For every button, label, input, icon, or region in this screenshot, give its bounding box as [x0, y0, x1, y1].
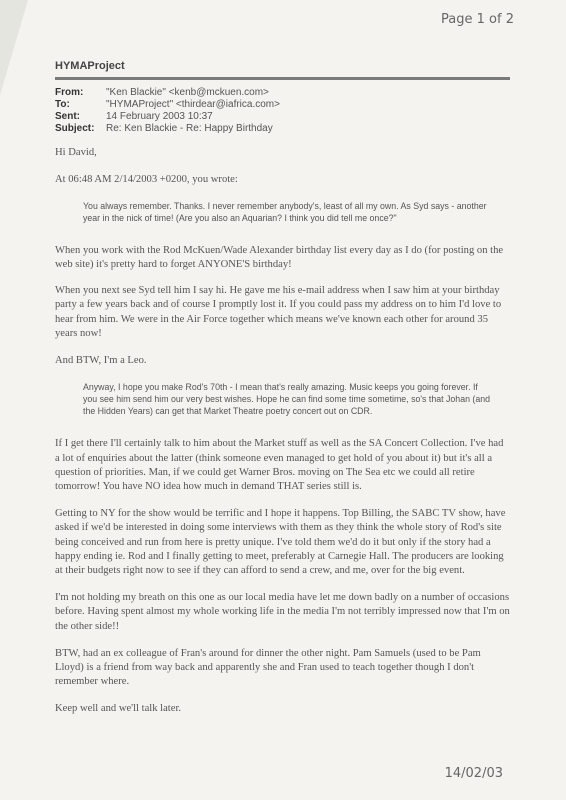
paragraph: When you next see Syd tell him I say hi. He gave me his e-mail address when I saw him at your birthday party a few years back and of course I promptly lost it. If you could pass my address on to him I'd love to hear from him. We were in the Air Force together which means we've known each other for around 35 years now!	[55, 285, 502, 339]
attribution: At 06:48 AM 2/14/2003 +0200, you wrote:	[55, 174, 238, 186]
header-to	[55, 99, 280, 111]
header-label: Sent:	[55, 111, 80, 122]
header-value: "Ken Blackie" <kenb@mckuen.com>	[106, 87, 269, 98]
page-number: Page 1 of 2	[441, 12, 514, 27]
closing: Keep well and we'll talk later.	[55, 703, 182, 715]
page-fold-corner	[0, 0, 28, 95]
header-value: Re: Ken Blackie - Re: Happy Birthday	[106, 123, 273, 134]
org-name: HYMAProject	[55, 60, 125, 72]
paragraph: I'm not holding my breath on this one as our local media have let me down badly on a number of occasions before. Having spent almost my whole working life in the media I'm not terribly impressed now that I'm on the other side!!	[55, 592, 510, 632]
quoted-text: You always remember. Thanks. I never remember anybody's, least of all my own. As Syd says - another year in the nick of time! (Are you also an Aquarian? I think you did tell me once?"	[83, 201, 487, 224]
paragraph: And BTW, I'm a Leo.	[55, 355, 147, 367]
header-label: From:	[55, 87, 84, 98]
paragraph: BTW, had an ex colleague of Fran's around for dinner the other night. Pam Samuels (used to be Pam Lloyd) is a friend from way back and apparently she and Fran used to teach together though I don't remember where.	[55, 647, 481, 688]
header-value: "HYMAProject" <thirdear@iafrica.com>	[106, 99, 280, 110]
paragraph: When you work with the Rod McKuen/Wade Alexander birthday list every day as I do (for posting on the web site) it's pretty hard to forget ANYONE'S birthday!	[55, 244, 504, 271]
greeting: Hi David,	[55, 147, 97, 158]
header-label: Subject:	[55, 123, 95, 134]
email-body	[55, 146, 510, 717]
header-sent	[55, 111, 280, 123]
paragraph: Getting to NY for the show would be terrific and I hope it happens. Top Billing, the SABC TV show, have asked if we'd be interested in doing some interviews with them as they think the whole story of Rod's site being conceived and run from here is pretty unique. I've told them we'd do it but only if the story had a happy ending ie. Rod and I finally getting to meet, preferably at Carnegie Hall. The producers are looking at their budgets right now to see if they can afford to send a crew, and me, over for the big event.	[55, 508, 506, 576]
date-stamp: 14/02/03	[444, 766, 503, 781]
paragraph: If I get there I'll certainly talk to him about the Market stuff as well as the SA Concert Collection. I've had a lot of enquiries about the latter (think someone even managed to get hold of you about it) but it's all a question of priorities. Man, if we could get Warner Bros. moving on The Sea etc we could all retire tomorrow! You have NO idea how much in demand THAT series still is.	[55, 438, 504, 492]
header-label: To:	[55, 99, 70, 110]
header-from	[55, 87, 280, 99]
email-headers	[55, 87, 280, 135]
header-value: 14 February 2003 10:37	[106, 111, 213, 122]
header-rule	[55, 77, 510, 80]
header-subject	[55, 123, 280, 135]
quoted-text: Anyway, I hope you make Rod's 70th - I mean that's really amazing. Music keeps you going forever. If you see him send him our very best wishes. Hope he can find some time sometime, so's that Johan (and the Hidden Years) can get that Market Theatre poetry concert out on CDR.	[83, 382, 491, 416]
